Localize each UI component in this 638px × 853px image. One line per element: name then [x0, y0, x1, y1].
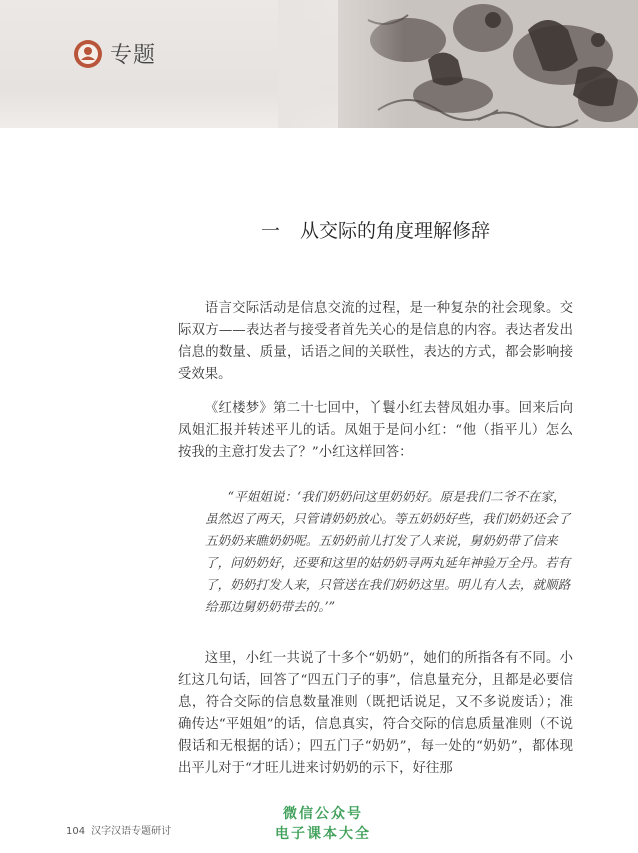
chapter-heading — [261, 216, 490, 243]
header-banner — [0, 0, 638, 128]
block-quote: “平姐姐说：‘我们奶奶问这里奶奶好。原是我们二爷不在家，虽然迟了两天，只管请奶奶放心。等五奶奶好些，我们奶奶还会了五奶奶来瞧奶奶呢。五奶奶前儿打发了人来说，舅奶奶带了信来了，问奶奶好，还要和这里的姑奶奶寻两丸延年神验万全丹。若有了，奶奶打发人来，只管送在我们奶奶这里。明儿有人去，就顺路给那边舅奶奶带去的。’” — [205, 489, 571, 614]
heading-number: 一 — [261, 220, 281, 242]
paragraph: 《红楼梦》第二十七回中，丫鬟小红去替凤姐办事。回来后向凤姐汇报并转述平儿的话。凤姐于是问小红：“他（指平儿）怎么按我的主意打发去了？”小红这样回答： — [178, 401, 573, 460]
paragraph: 语言交际活动是信息交流的过程，是一种复杂的社会现象。交际双方——表达者与接受者首先关心的是信息的内容。表达者发出信息的数量、质量，话语之间的关联性，表达的方式，都会影响接受效果。 — [178, 301, 573, 382]
page-number: 104 — [66, 826, 86, 837]
heading-title: 从交际的角度理解修辞 — [300, 220, 491, 242]
book-title: 汉字汉语专题研讨 — [91, 826, 172, 837]
watermark-line-2: 电子课本大全 — [275, 826, 371, 842]
paragraph: 这里，小红一共说了十多个“奶奶”，她们的所指各有不同。小红这几句话，回答了“四五门子的事”，信息量充分，且都是必要信息，符合交际的信息数量准则（既把话说足，又不多说废话）；准确传达“平姐姐”的话，信息真实，符合交际的信息质量准则（不说假话和无根据的话）；四五门子“奶奶”，每一处的“奶奶”，都体现出平儿对于“才旺儿进来讨奶奶的示下，好往那 — [178, 651, 573, 776]
watermark-line-1: 微信公众号 — [283, 806, 363, 822]
stone-relief-illustration — [278, 0, 638, 128]
section-label: 专题 — [110, 43, 157, 68]
page-footer — [66, 822, 171, 837]
watermark — [258, 804, 388, 844]
section-badge-icon — [73, 39, 103, 69]
